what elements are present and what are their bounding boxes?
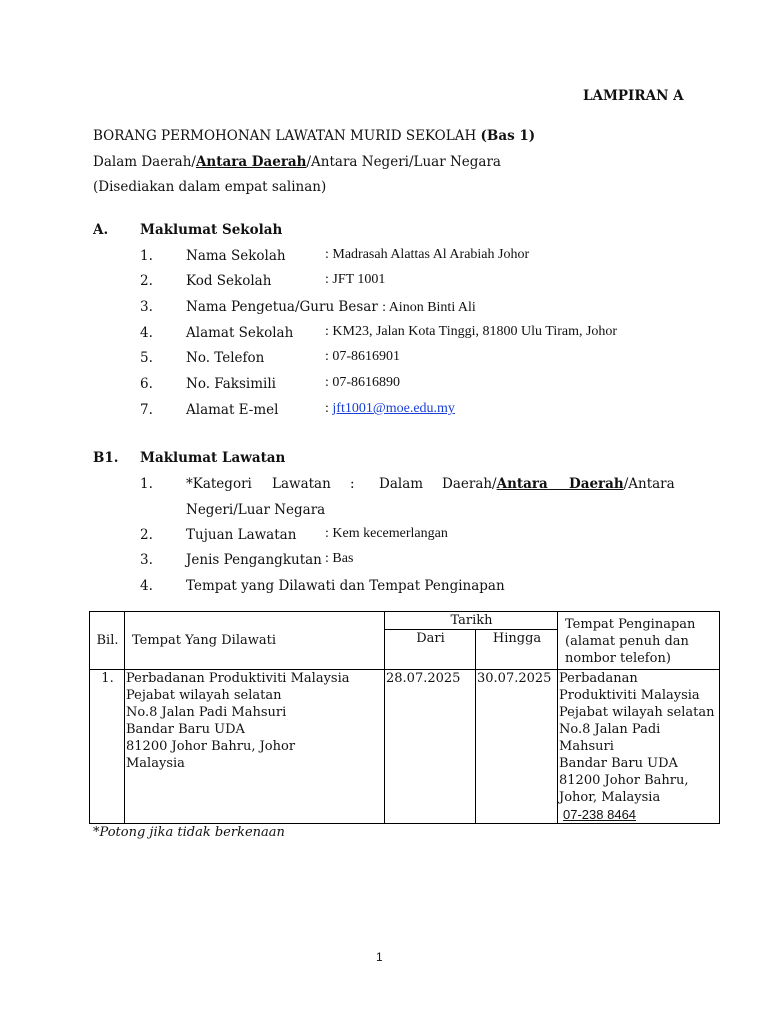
b1-item1-num: 1.	[140, 476, 153, 492]
section-a-item-value	[325, 272, 385, 288]
b1-item1-word1: *Kategori	[186, 476, 252, 492]
section-a-item-num: 2.	[140, 273, 153, 289]
section-a-item-num: 7.	[140, 402, 153, 418]
section-a-item-value: : Ainon Binti Ali	[382, 300, 476, 315]
footnote: *Potong jika tidak berkenaan	[93, 825, 285, 840]
row-hingga: 30.07.2025	[476, 670, 558, 824]
section-a-heading: Maklumat Sekolah	[140, 222, 283, 238]
header-penginapan	[558, 612, 720, 670]
b1-item1-word2: Lawatan	[272, 476, 331, 492]
section-a-code: A.	[93, 222, 109, 238]
section-a-item-num: 3.	[140, 299, 153, 315]
b1-item3-num: 3.	[140, 552, 153, 568]
header-bil: Bil.	[90, 612, 125, 670]
b1-item1-line2: Negeri/Luar Negara	[186, 502, 326, 518]
form-title-text: BORANG PERMOHONAN LAWATAN MURID SEKOLAH	[93, 128, 481, 144]
section-a-item-value	[325, 401, 455, 417]
b1-item1-word4: Dalam	[379, 476, 424, 492]
b1-item2-num: 2.	[140, 527, 153, 543]
section-a-item-label: Alamat Sekolah	[186, 325, 294, 341]
tempat-line: 81200 Johor Bahru, Johor	[126, 739, 296, 754]
b1-item1-colon: :	[350, 476, 355, 492]
section-a-item-value-text: : 07-8616901	[325, 349, 401, 364]
b1-item2-label: Tujuan Lawatan	[186, 527, 297, 543]
section-a-item-value	[325, 324, 617, 340]
visit-table	[89, 611, 720, 824]
section-a-item-value-text: : JFT 1001	[325, 272, 386, 287]
header-penginapan-3: nombor telefon)	[565, 651, 671, 666]
penginapan-line: Bandar Baru UDA	[559, 756, 678, 771]
section-a-item-value	[325, 375, 400, 391]
copies-note: (Disediakan dalam empat salinan)	[93, 179, 327, 195]
b1-item1-selected-2: Daerah	[569, 476, 624, 492]
subtitle-part-3: /Antara Negeri/Luar Negara	[306, 154, 501, 170]
lampiran-label: LAMPIRAN A	[583, 88, 684, 104]
section-a-item-label: No. Faksimili	[186, 376, 276, 392]
section-a-item-principal	[186, 299, 476, 316]
email-link[interactable]: jft1001@moe.edu.my	[332, 401, 455, 416]
b1-item4-label: Tempat yang Dilawati dan Tempat Penginapan	[186, 578, 505, 594]
tempat-line: Pejabat wilayah selatan	[126, 688, 282, 703]
penginapan-line: 81200 Johor Bahru,	[559, 773, 689, 788]
b1-item1-word5	[442, 476, 581, 492]
subtitle-selected: Antara Daerah	[195, 154, 307, 170]
tempat-line: Bandar Baru UDA	[126, 722, 245, 737]
penginapan-phone[interactable]: 07-238 8464	[563, 807, 637, 822]
section-a-item-value-text: : 07-8616890	[325, 375, 401, 390]
header-penginapan-1: Tempat Penginapan	[565, 617, 696, 632]
section-a-item-num: 6.	[140, 376, 153, 392]
row-tempat	[125, 670, 385, 824]
section-a-item-label: Nama Sekolah	[186, 248, 286, 264]
form-title	[93, 128, 535, 144]
row-bil: 1.	[90, 670, 125, 824]
header-dari: Dari	[385, 630, 476, 670]
penginapan-line: Johor, Malaysia	[559, 790, 661, 805]
section-a-item-label: Kod Sekolah	[186, 273, 272, 289]
b1-item3-label: Jenis Pengangkutan	[186, 552, 322, 568]
header-penginapan-2: (alamat penuh dan	[565, 634, 689, 649]
tempat-line: No.8 Jalan Padi Mahsuri	[126, 705, 287, 720]
tempat-line: Perbadanan Produktiviti Malaysia	[126, 671, 350, 686]
b1-item1-word6c: /Antara	[623, 476, 675, 492]
section-b1-code: B1.	[93, 450, 119, 466]
b1-item1-word5a: Daerah/	[442, 476, 497, 492]
b1-item1-word6	[569, 476, 675, 492]
section-a-item-label: Alamat E-mel	[186, 402, 279, 418]
form-subtitle	[93, 154, 501, 170]
penginapan-line: Produktiviti Malaysia	[559, 688, 700, 703]
section-a-item-value-text: : KM23, Jalan Kota Tinggi, 81800 Ulu Tiram, Johor	[325, 324, 618, 339]
section-a-item-value-text: : Madrasah Alattas Al Arabiah Johor	[325, 247, 530, 262]
page-number: 1	[376, 950, 383, 964]
section-a-item-value	[325, 349, 400, 365]
row-penginapan	[558, 670, 720, 824]
form-title-bus: (Bas 1)	[480, 128, 536, 144]
section-a-item-value	[325, 247, 529, 263]
b1-item2-value: : Kem kecemerlangan	[325, 526, 448, 541]
section-a-item-num: 1.	[140, 248, 153, 264]
b1-item1-selected-1: Antara	[496, 476, 548, 492]
section-b1-heading: Maklumat Lawatan	[140, 450, 286, 466]
penginapan-line: Pejabat wilayah selatan	[559, 705, 715, 720]
section-a-item-label: No. Telefon	[186, 350, 265, 366]
b1-item3-value: : Bas	[325, 551, 354, 566]
section-a-item-num: 5.	[140, 350, 153, 366]
header-hingga: Hingga	[476, 630, 558, 670]
subtitle-part-1: Dalam Daerah/	[93, 154, 196, 170]
section-a-item-num: 4.	[140, 325, 153, 341]
b1-item4-num: 4.	[140, 578, 153, 594]
section-a-item-label: Nama Pengetua/Guru Besar	[186, 299, 378, 315]
tempat-line: Malaysia	[126, 756, 185, 771]
penginapan-line: Perbadanan	[559, 671, 638, 686]
penginapan-line: No.8 Jalan Padi Mahsuri	[559, 722, 661, 754]
header-tempat: Tempat Yang Dilawati	[125, 612, 385, 670]
row-dari: 28.07.2025	[385, 670, 476, 824]
header-tarikh: Tarikh	[385, 612, 558, 630]
section-a-item-value-text: :	[325, 401, 333, 416]
